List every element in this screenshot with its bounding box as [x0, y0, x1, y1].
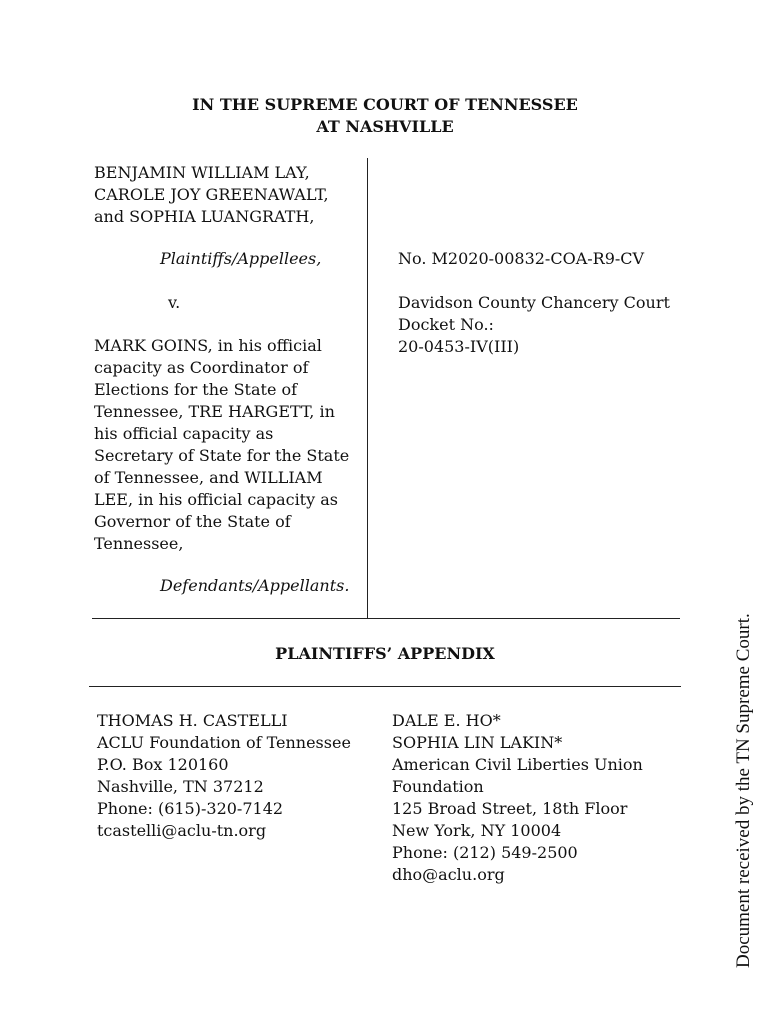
- counsel-line: DALE E. HO*: [392, 711, 501, 730]
- plaintiff-name: and SOPHIA LUANGRATH,: [94, 207, 315, 226]
- counsel-left: [97, 710, 351, 842]
- receipt-stamp: Document received by the TN Supreme Court.: [733, 613, 754, 968]
- counsel-right: [392, 710, 643, 886]
- defendant-line: LEE, in his official capacity as: [94, 490, 338, 509]
- plaintiff-name: CAROLE JOY GREENAWALT,: [94, 185, 329, 204]
- versus-label: v.: [168, 293, 181, 312]
- lower-court: Davidson County Chancery Court: [398, 293, 670, 312]
- defendant-line: Elections for the State of: [94, 380, 298, 399]
- defendant-line: Secretary of State for the State: [94, 446, 350, 465]
- counsel-line: Nashville, TN 37212: [97, 777, 264, 796]
- lower-court-info: [398, 292, 670, 358]
- counsel-line: P.O. Box 120160: [97, 755, 229, 774]
- court-name: IN THE SUPREME COURT OF TENNESSEE: [192, 95, 578, 114]
- defendant-line: Tennessee,: [94, 534, 184, 553]
- docket-number: 20-0453-IV(III): [398, 337, 520, 356]
- counsel-line: Phone: (212) 549-2500: [392, 843, 578, 862]
- defendant-line: capacity as Coordinator of: [94, 358, 309, 377]
- title-divider: [89, 686, 681, 687]
- counsel-line: American Civil Liberties Union: [392, 755, 643, 774]
- counsel-line: dho@aclu.org: [392, 865, 505, 884]
- counsel-line: SOPHIA LIN LAKIN*: [392, 733, 563, 752]
- counsel-line: Foundation: [392, 777, 484, 796]
- caption-divider-vertical: [367, 158, 368, 618]
- document-title: PLAINTIFFS’ APPENDIX: [275, 644, 495, 663]
- defendant-line: his official capacity as: [94, 424, 274, 443]
- defendant-line: MARK GOINS, in his official: [94, 336, 322, 355]
- case-number: No. M2020-00832-COA-R9-CV: [398, 249, 645, 268]
- plaintiffs-names: [94, 162, 329, 228]
- counsel-line: New York, NY 10004: [392, 821, 562, 840]
- docket-label: Docket No.:: [398, 315, 494, 334]
- counsel-line: tcastelli@aclu-tn.org: [97, 821, 267, 840]
- counsel-line: 125 Broad Street, 18th Floor: [392, 799, 628, 818]
- plaintiffs-role: Plaintiffs/Appellees,: [160, 249, 322, 268]
- caption-divider-bottom: [92, 618, 680, 619]
- defendant-line: Governor of the State of: [94, 512, 291, 531]
- counsel-line: THOMAS H. CASTELLI: [97, 711, 288, 730]
- counsel-line: Phone: (615)-320-7142: [97, 799, 284, 818]
- defendants-names: [94, 335, 349, 555]
- plaintiff-name: BENJAMIN WILLIAM LAY,: [94, 163, 310, 182]
- defendants-role: Defendants/Appellants.: [160, 576, 350, 595]
- defendant-line: of Tennessee, and WILLIAM: [94, 468, 323, 487]
- defendant-line: Tennessee, TRE HARGETT, in: [94, 402, 335, 421]
- court-location: AT NASHVILLE: [316, 117, 454, 136]
- counsel-line: ACLU Foundation of Tennessee: [97, 733, 351, 752]
